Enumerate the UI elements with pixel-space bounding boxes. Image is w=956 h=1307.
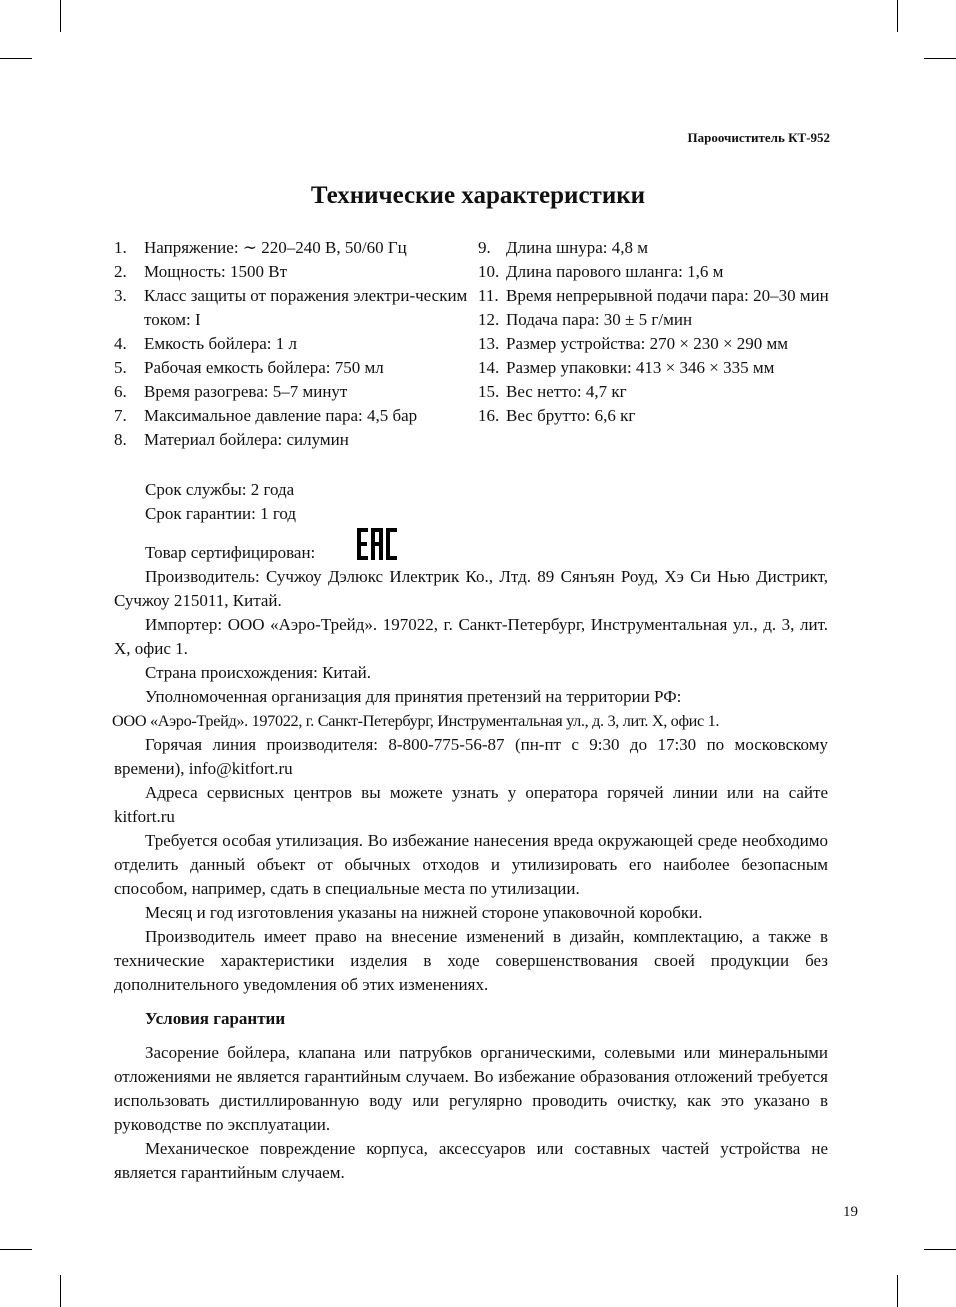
spec-item (114, 332, 478, 356)
service-centers: Адреса сервисных центров вы можете узнать у оператора горячей линии или на сайте kitfort.ru (114, 783, 828, 826)
warranty-conditions-paragraph: Механическое повреждение корпуса, аксессуаров или составных частей устройства не является гарантийным случаем. (114, 1139, 828, 1182)
spec-text: Размер упаковки: 413 × 346 × 335 мм (506, 358, 775, 377)
ac-symbol-icon: ∼ (242, 238, 258, 257)
country-of-origin: Страна происхождения: Китай. (145, 663, 372, 682)
crop-mark (60, 1275, 61, 1307)
spec-text: Емкость бойлера: 1 л (144, 334, 297, 353)
spec-number: 12. (478, 310, 500, 329)
spec-text: Материал бойлера: силумин (144, 430, 349, 449)
spec-number: 9. (478, 238, 491, 257)
spec-item (478, 380, 834, 404)
warranty-period: Срок гарантии: 1 год (145, 504, 297, 523)
spec-number: 2. (114, 262, 127, 281)
authorized-organization: Уполномоченная организация для принятия претензий на территории РФ: (145, 687, 682, 706)
spec-text-label: Напряжение: (144, 238, 243, 257)
spec-text: Класс защиты от поражения электри-ческим током: I (144, 286, 468, 329)
spec-item (478, 284, 834, 308)
spec-item (114, 428, 478, 452)
spec-number: 1. (114, 238, 127, 257)
spec-text: Время разогрева: 5–7 минут (144, 382, 348, 401)
spec-number: 4. (114, 334, 127, 353)
spec-number: 3. (114, 286, 127, 305)
spec-text: Длина шнура: 4,8 м (506, 238, 649, 257)
spec-item (478, 260, 834, 284)
spec-item (478, 308, 834, 332)
spec-number: 10. (478, 262, 500, 281)
manufacture-date-note: Месяц и год изготовления указаны на нижней стороне упаковочной коробки. (145, 903, 703, 922)
spec-item (114, 356, 478, 380)
spec-text: Подача пара: 30 ± 5 г/мин (506, 310, 693, 329)
hotline: Горячая линия производителя: 8-800-775-56-87 (пн-пт с 9:30 до 17:30 по московскому времени), info@kitfort.ru (114, 735, 828, 778)
page-number: 19 (843, 1204, 858, 1220)
spec-item (478, 356, 834, 380)
specs-column-left (114, 236, 478, 452)
page-title: Технические характеристики (310, 182, 646, 209)
spec-number: 13. (478, 334, 500, 353)
spec-number: 16. (478, 406, 500, 425)
manufacturer: Производитель: Сучжоу Дэлюкс Илектрик Ко., Лтд. 89 Сянъян Роуд, Хэ Си Нью Дистрикт, Сучжоу 215011, Китай. (114, 567, 828, 610)
crop-mark (60, 0, 61, 32)
disposal-notice: Требуется особая утилизация. Во избежание нанесения вреда окружающей среде необходимо отделить данный объект от обычных отходов и утилизировать его наиболее безопасным способом, например, сдать в специальные места по утилизации. (114, 831, 828, 898)
crop-mark (0, 58, 32, 59)
spec-item (114, 260, 478, 284)
spec-number: 15. (478, 382, 500, 401)
spec-number: 6. (114, 382, 127, 401)
authorized-organization-address: ООО «Аэро-Трейд». 197022, г. Санкт-Петербург, Инструментальная ул., д. 3, лит. Х, офис 1. (112, 711, 720, 730)
spec-number: 8. (114, 430, 127, 449)
specs-list (114, 236, 834, 452)
spec-item (114, 236, 478, 260)
spec-item (478, 332, 834, 356)
certification-row (114, 526, 828, 565)
spec-text: Рабочая емкость бойлера: 750 мл (144, 358, 384, 377)
spec-text (144, 236, 478, 260)
spec-text: Максимальное давление пара: 4,5 бар (144, 406, 418, 425)
running-header: Пароочиститель КТ-952 (687, 130, 830, 145)
warranty-conditions-heading: Условия гарантии (145, 1009, 286, 1028)
spec-text: Размер устройства: 270 × 230 × 290 мм (506, 334, 789, 353)
spec-text: Время непрерывной подачи пара: 20–30 мин (506, 286, 829, 305)
spec-item (478, 236, 834, 260)
crop-mark (897, 1275, 898, 1307)
crop-mark (897, 0, 898, 32)
spec-number: 14. (478, 358, 500, 377)
warranty-conditions-paragraph: Засорение бойлера, клапана или патрубков органическими, солевыми или минеральными отложениями не является гарантийным случаем. Во избежание образования отложений требуется использовать дистиллированную воду или регулярно проводить очистку, как это указано в руководстве по эксплуатации. (114, 1043, 828, 1134)
crop-mark (924, 1249, 956, 1250)
changes-notice: Производитель имеет право на внесение изменений в дизайн, комплектацию, а также в технические характеристики изделия в ходе совершенствования своей продукции без дополнительного уведомления об этих изменениях. (114, 927, 828, 994)
info-section (114, 478, 828, 1185)
spec-number: 7. (114, 406, 127, 425)
spec-text: Мощность: 1500 Вт (144, 262, 288, 281)
spec-text: Длина парового шланга: 1,6 м (506, 262, 724, 281)
spec-item (114, 284, 478, 332)
eac-mark-icon (325, 526, 367, 562)
specs-column-right (478, 236, 834, 452)
spec-text: Вес нетто: 4,7 кг (506, 382, 627, 401)
importer: Импортер: ООО «Аэро-Трейд». 197022, г. Санкт-Петербург, Инструментальная ул., д. 3, лит. Х, офис 1. (114, 615, 828, 658)
certification-text: Товар сертифицирован: (145, 543, 316, 562)
spec-number: 11. (478, 286, 499, 305)
spec-item (114, 404, 478, 428)
crop-mark (0, 1249, 32, 1250)
spec-item (114, 380, 478, 404)
spec-item (478, 404, 834, 428)
spec-text-value: 220–240 В, 50/60 Гц (257, 238, 407, 257)
crop-mark (924, 58, 956, 59)
spec-number: 5. (114, 358, 127, 377)
spec-text: Вес брутто: 6,6 кг (506, 406, 636, 425)
service-life: Срок службы: 2 года (145, 480, 295, 499)
